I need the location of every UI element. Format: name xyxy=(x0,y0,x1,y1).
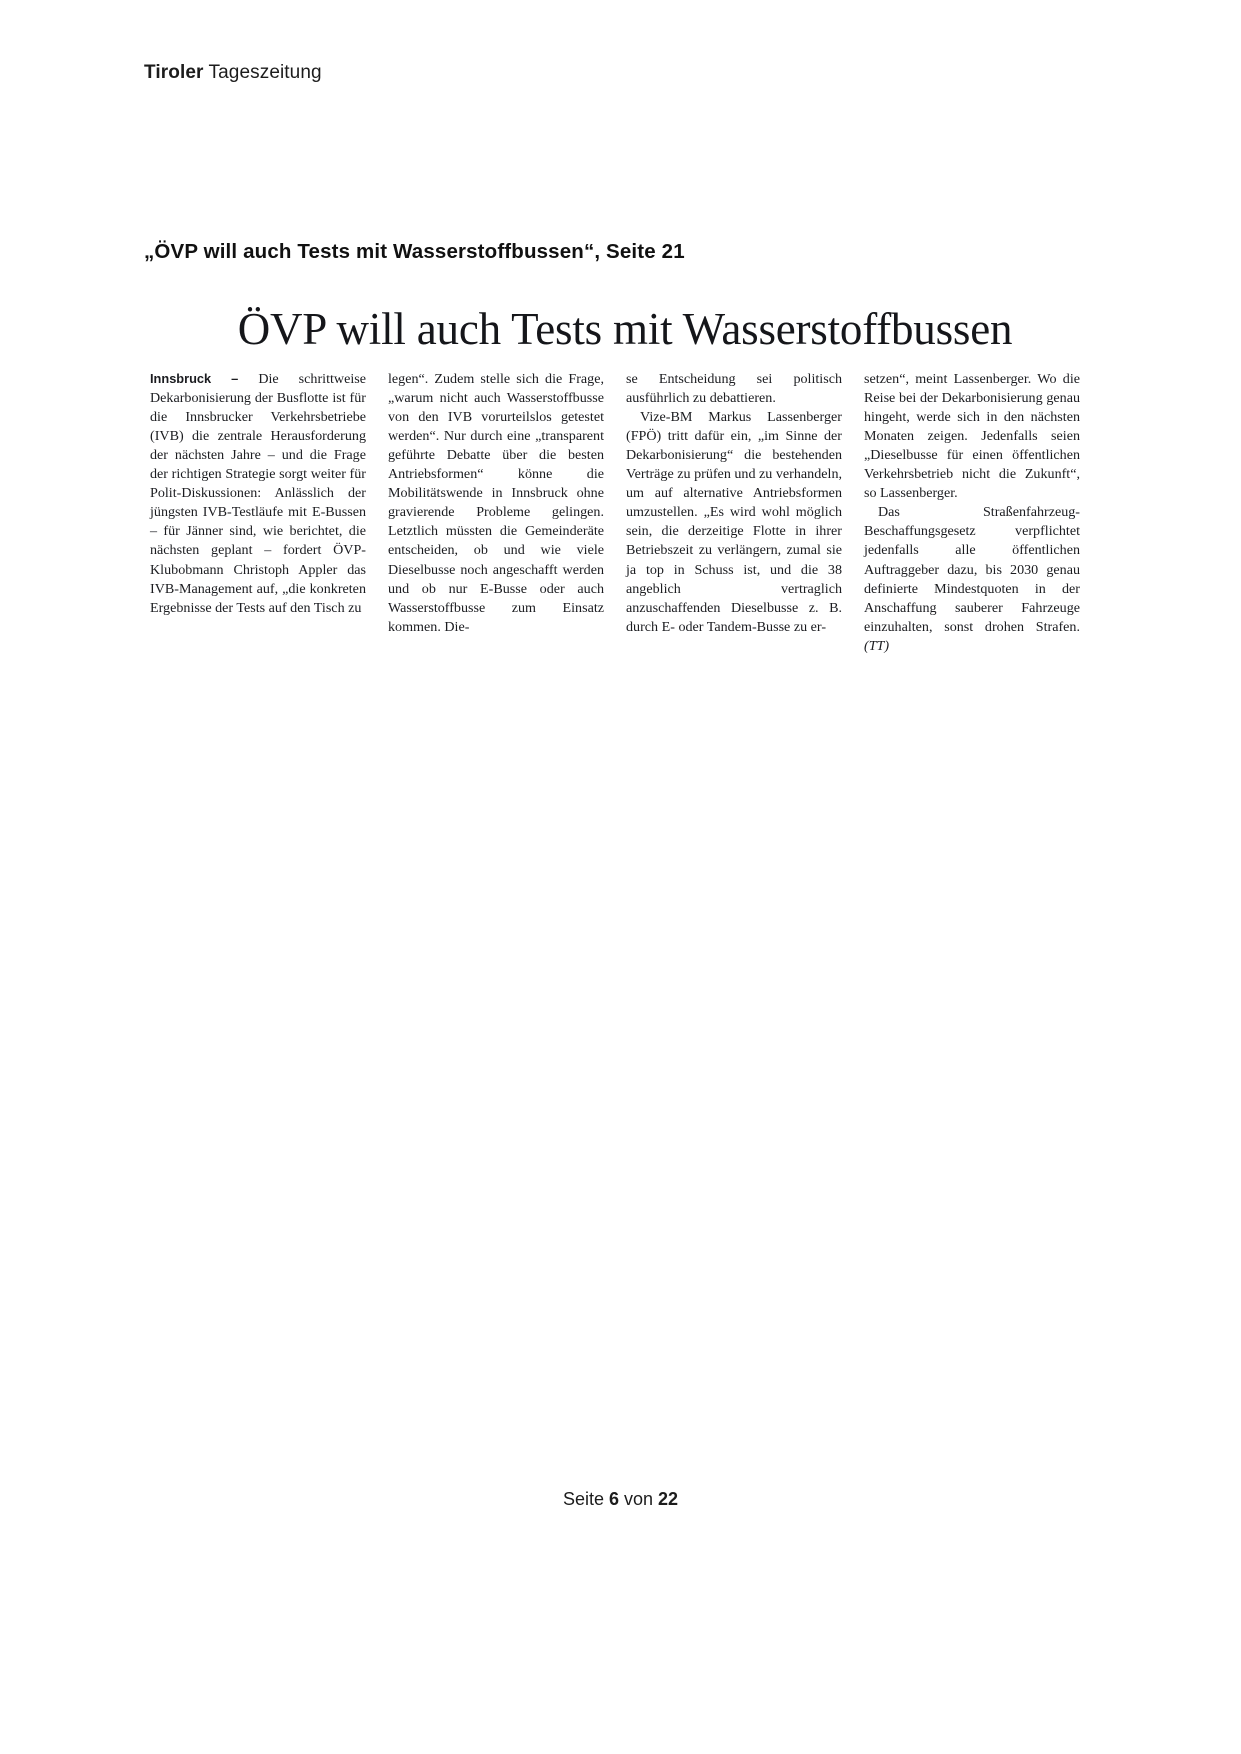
clipping-column-1 xyxy=(150,370,366,618)
clipping-paragraph-text: Die schrittweise Dekarbonisierung der Busflotte ist für die Innsbrucker Verkehrsbetriebe (IVB) die zentrale Herausforderung der nächsten Jahre – und die Frage der richtigen Strategie sorgt weiter für Polit-Diskussionen: Anlässlich der jüngsten IVB-Testläufe mit E-Bussen – für Jänner sind, wie berichtet, die nächsten geplant – fordert ÖVP-Klubobmann Christoph Appler das IVB-Management auf, „die konkreten Ergebnisse der Tests auf den Tisch zu xyxy=(150,370,366,616)
page-footer xyxy=(0,1489,1241,1510)
newspaper-clipping xyxy=(150,305,1100,656)
clipping-paragraph-text: Das Straßenfahrzeug-Beschaffungsgesetz verpflichtet jedenfalls alle öffentlichen Auftraggeber dazu, bis 2030 genau definierte Mindestquoten in der Anschaffung sauberer Fahrzeuge einzuhalten, sonst drohen Strafen. xyxy=(864,504,1080,635)
clipping-paragraph: se Entscheidung sei politisch ausführlich zu debattieren. xyxy=(626,370,842,406)
footer-middle: von xyxy=(618,1489,659,1509)
footer-prefix: Seite xyxy=(562,1489,609,1509)
clipping-paragraph xyxy=(150,370,366,618)
clipping-columns xyxy=(150,370,1100,656)
clipping-paragraph: legen“. Zudem stelle sich die Frage, „warum nicht auch Wasserstoffbusse von den IVB vorurteilslos getestet werden“. Nur durch eine „transparent geführte Debatte über die besten Antriebsformen“ könne die Mobilitätswende in Innsbruck ohne gravierende Probleme gelingen. Letztlich müssten die Gemeinderäte entscheiden, ob und wie viele Dieselbusse noch angeschafft werden und ob nur E-Busse oder auch Wasserstoffbusse zum Einsatz kommen. Die- xyxy=(388,370,604,635)
clipping-column-4 xyxy=(864,370,1080,656)
clipping-credit: (TT) xyxy=(864,637,890,654)
masthead-brand-light: Tageszeitung xyxy=(203,62,322,83)
article-reference-heading: „ÖVP will auch Tests mit Wasserstoffbussen“, Seite 21 xyxy=(144,240,685,263)
clipping-column-2 xyxy=(388,370,604,637)
footer-current-page: 6 xyxy=(608,1489,619,1509)
footer-total-pages: 22 xyxy=(658,1489,679,1509)
clipping-paragraph xyxy=(864,503,1080,656)
masthead-brand-bold: Tiroler xyxy=(144,62,204,83)
clipping-dateline: Innsbruck – xyxy=(150,370,259,386)
clipping-paragraph: Vize-BM Markus Lassenberger (FPÖ) tritt dafür ein, „im Sinne der Dekarbonisierung“ die bestehenden Verträge zu prüfen und zu verhandeln, um auf alternative Antriebsformen umzustellen. „Es wird wohl möglich sein, die derzeitige Flotte in ihrer Betriebszeit zu verlängern, zumal sie ja top in Schuss ist, und die 38 angeblich vertraglich anzuschaffenden Dieselbusse z. B. durch E- oder Tandem-Busse zu er- xyxy=(626,408,843,635)
newspaper-masthead xyxy=(144,62,322,84)
clipping-paragraph: setzen“, meint Lassenberger. Wo die Reise bei der Dekarbonisierung genau hingeht, werde sich in den nächsten Monaten zeigen. Jedenfalls seien „Dieselbusse für einen öffentlichen Verkehrsbetrieb nicht die Zukunft“, so Lassenberger. xyxy=(864,370,1080,502)
clipping-headline: ÖVP will auch Tests mit Wasserstoffbussen xyxy=(237,304,1013,354)
clipping-column-3 xyxy=(626,370,842,637)
